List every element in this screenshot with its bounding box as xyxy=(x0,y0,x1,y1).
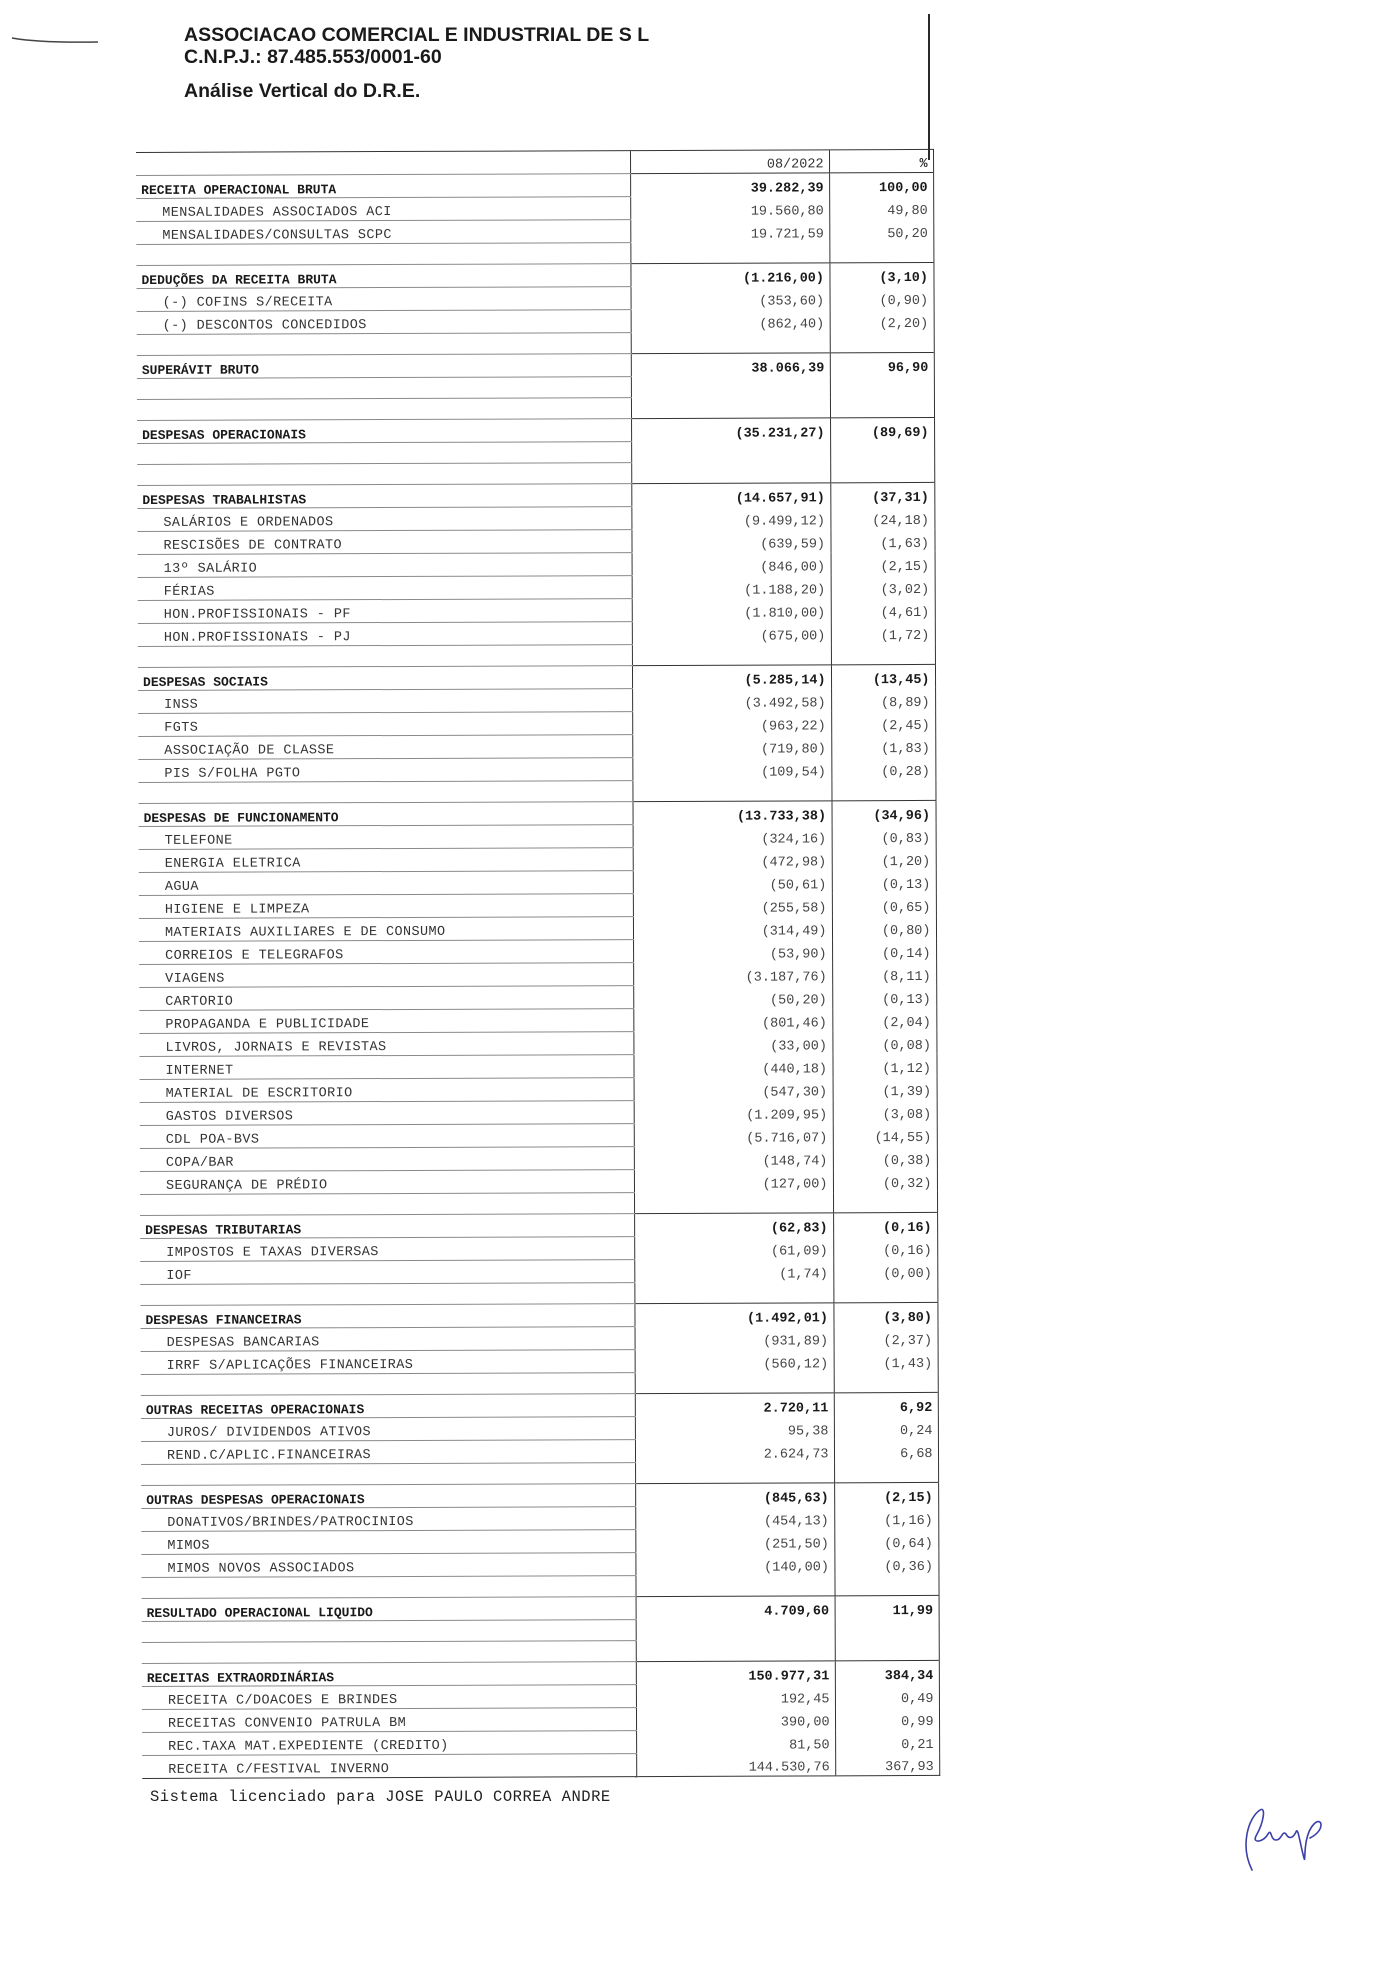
spacer-cell xyxy=(834,1461,938,1482)
spacer-cell xyxy=(142,1620,636,1643)
spacer-cell xyxy=(830,461,934,482)
row-value: (14.657,91) xyxy=(631,483,830,507)
line-item-row xyxy=(141,1415,938,1441)
row-percent: (24,18) xyxy=(830,505,934,528)
row-value: (13.733,38) xyxy=(632,801,831,825)
spacer-row xyxy=(138,643,935,667)
row-value: (454,13) xyxy=(635,1506,834,1530)
row-percent: (0,14) xyxy=(832,938,936,961)
row-value: (845,63) xyxy=(635,1483,834,1507)
row-value: (1.188,20) xyxy=(632,575,831,599)
row-label: MIMOS xyxy=(141,1530,635,1555)
row-percent: (1,16) xyxy=(834,1505,938,1528)
row-value: (862,40) xyxy=(631,309,830,333)
row-percent: (34,96) xyxy=(831,800,935,823)
row-percent: (0,90) xyxy=(830,285,934,308)
line-item-row xyxy=(137,285,934,311)
section-total-row xyxy=(142,1660,939,1686)
row-label: MENSALIDADES ASSOCIADOS ACI xyxy=(136,197,630,222)
row-label: FÉRIAS xyxy=(138,576,632,601)
row-label: RECEITAS CONVENIO PATRULA BM xyxy=(142,1708,636,1733)
page-edge-line xyxy=(928,14,930,160)
row-percent: (0,64) xyxy=(834,1528,938,1551)
spacer-cell xyxy=(142,1641,636,1664)
spacer-cell xyxy=(137,398,631,421)
row-percent: (0,83) xyxy=(832,823,936,846)
spacer-cell xyxy=(632,644,831,666)
line-item-row xyxy=(136,195,933,221)
spacer-cell xyxy=(137,442,631,465)
row-value: (963,22) xyxy=(632,711,831,735)
line-item-row xyxy=(139,1030,936,1056)
row-percent: 367,93 xyxy=(835,1752,939,1775)
spacer-cell xyxy=(634,1192,833,1214)
row-percent: (1,83) xyxy=(831,733,935,756)
row-label: MENSALIDADES/CONSULTAS SCPC xyxy=(136,220,630,245)
row-value: 2.720,11 xyxy=(635,1393,834,1417)
line-item-row xyxy=(140,1145,937,1171)
row-percent: (4,61) xyxy=(831,597,935,620)
spacer-cell xyxy=(631,462,830,484)
row-value: 2.624,73 xyxy=(635,1439,834,1463)
spacer-cell xyxy=(631,332,830,354)
row-label: RECEITA OPERACIONAL BRUTA xyxy=(136,174,630,199)
line-item-row xyxy=(138,687,935,713)
row-value: (472,98) xyxy=(633,847,832,871)
spacer-cell xyxy=(630,242,829,264)
row-percent: 100,00 xyxy=(829,172,933,195)
scan-corner-mark xyxy=(10,34,102,46)
spacer-cell xyxy=(141,1373,635,1396)
spacer-cell xyxy=(136,243,630,266)
row-label: OUTRAS RECEITAS OPERACIONAIS xyxy=(141,1394,635,1419)
row-percent: (3,02) xyxy=(831,574,935,597)
row-percent: (2,15) xyxy=(834,1482,938,1505)
line-item-row xyxy=(137,308,934,334)
row-value: 19.560,80 xyxy=(630,196,829,220)
row-label: OUTRAS DESPESAS OPERACIONAIS xyxy=(141,1484,635,1509)
row-label: ENERGIA ELETRICA xyxy=(139,848,633,873)
row-percent: 384,34 xyxy=(835,1660,939,1683)
row-label: LIVROS, JORNAIS E REVISTAS xyxy=(139,1032,633,1057)
spacer-cell xyxy=(830,375,934,396)
row-value: (560,12) xyxy=(635,1349,834,1373)
row-value: (353,60) xyxy=(631,286,830,310)
spacer-cell xyxy=(138,645,632,668)
row-percent: (2,37) xyxy=(834,1325,938,1348)
row-label: PROPAGANDA E PUBLICIDADE xyxy=(139,1009,633,1034)
row-value: (109,54) xyxy=(632,757,831,781)
row-value: (931,89) xyxy=(635,1326,834,1350)
row-percent: (3,80) xyxy=(833,1302,937,1325)
dre-table xyxy=(136,149,940,1779)
row-percent: (0,13) xyxy=(832,869,936,892)
line-item-row xyxy=(141,1551,938,1577)
row-label: FGTS xyxy=(138,712,632,737)
row-label: CARTORIO xyxy=(139,986,633,1011)
spacer-cell xyxy=(138,781,632,804)
spacer-cell xyxy=(833,1281,937,1302)
spacer-cell xyxy=(141,1576,635,1599)
line-item-row xyxy=(139,1053,936,1079)
line-item-row xyxy=(138,597,935,623)
row-label: INSS xyxy=(138,689,632,714)
section-total-row xyxy=(141,1482,938,1508)
row-label: MATERIAL DE ESCRITORIO xyxy=(140,1078,634,1103)
row-label: INTERNET xyxy=(139,1055,633,1080)
spacer-row xyxy=(137,440,934,464)
row-percent: (0,08) xyxy=(832,1030,936,1053)
row-percent: 0,49 xyxy=(835,1683,939,1706)
row-percent: (2,20) xyxy=(830,308,934,331)
row-value: (324,16) xyxy=(633,824,832,848)
row-percent: (8,11) xyxy=(832,961,936,984)
dre-table-body xyxy=(136,149,939,1778)
row-percent: (0,80) xyxy=(832,915,936,938)
row-value: (440,18) xyxy=(633,1054,832,1078)
spacer-cell xyxy=(141,1463,635,1486)
spacer-cell xyxy=(635,1372,834,1394)
row-value: 150.977,31 xyxy=(636,1661,835,1685)
section-total-row xyxy=(136,262,933,288)
row-label: MATERIAIS AUXILIARES E DE CONSUMO xyxy=(139,917,633,942)
row-value: 81,50 xyxy=(636,1730,835,1754)
row-percent: (13,45) xyxy=(831,664,935,687)
row-label: PIS S/FOLHA PGTO xyxy=(138,758,632,783)
spacer-row xyxy=(137,331,934,355)
row-value: (127,00) xyxy=(634,1169,833,1193)
row-value: (5.716,07) xyxy=(634,1123,833,1147)
row-percent: 0,24 xyxy=(834,1415,938,1438)
line-item-row xyxy=(141,1325,938,1351)
row-label: DESPESAS DE FUNCIONAMENTO xyxy=(139,802,633,827)
line-item-row xyxy=(136,218,933,244)
line-item-row xyxy=(142,1683,939,1709)
line-item-row xyxy=(138,733,935,759)
row-percent: (37,31) xyxy=(830,482,934,505)
line-item-row xyxy=(140,1235,937,1261)
spacer-row xyxy=(142,1618,939,1642)
row-percent: 96,90 xyxy=(830,352,934,375)
row-label: REC.TAXA MAT.EXPEDIENTE (CREDITO) xyxy=(142,1731,636,1756)
row-label: CORREIOS E TELEGRAFOS xyxy=(139,940,633,965)
row-value: (9.499,12) xyxy=(631,506,830,530)
row-percent: 11,99 xyxy=(835,1595,939,1618)
row-label: IRRF S/APLICAÇÕES FINANCEIRAS xyxy=(141,1350,635,1375)
spacer-cell xyxy=(830,440,934,461)
row-label: IMPOSTOS E TAXAS DIVERSAS xyxy=(140,1237,634,1262)
spacer-cell xyxy=(631,441,830,463)
line-item-row xyxy=(142,1752,939,1778)
row-percent: (0,36) xyxy=(834,1551,938,1574)
section-total-row xyxy=(142,1595,939,1621)
spacer-row xyxy=(138,779,935,803)
spacer-cell xyxy=(835,1639,939,1660)
spacer-cell xyxy=(829,241,933,262)
row-percent: (8,89) xyxy=(831,687,935,710)
table-header-row xyxy=(136,149,933,175)
row-value: (3.187,76) xyxy=(633,962,832,986)
row-value: (1,74) xyxy=(634,1259,833,1283)
spacer-cell xyxy=(635,1575,834,1597)
row-value: (846,00) xyxy=(632,552,831,576)
report-title: Análise Vertical do D.R.E. xyxy=(184,80,421,102)
row-percent: (0,00) xyxy=(833,1258,937,1281)
company-cnpj: C.N.P.J.: 87.485.553/0001-60 xyxy=(184,46,442,68)
section-total-row xyxy=(140,1302,937,1328)
spacer-cell xyxy=(140,1283,634,1306)
row-label: VIAGENS xyxy=(139,963,633,988)
row-label: RECEITA C/FESTIVAL INVERNO xyxy=(142,1754,636,1779)
row-percent: (1,39) xyxy=(833,1076,937,1099)
row-value: (1.810,00) xyxy=(632,598,831,622)
line-item-row xyxy=(139,823,936,849)
row-label: DESPESAS SOCIAIS xyxy=(138,666,632,691)
row-label: DESPESAS BANCARIAS xyxy=(141,1327,635,1352)
spacer-row xyxy=(137,375,934,399)
spacer-row xyxy=(136,241,933,265)
section-total-row xyxy=(140,1212,937,1238)
row-percent: (89,69) xyxy=(830,417,934,440)
spacer-cell xyxy=(831,779,935,800)
line-item-row xyxy=(138,710,935,736)
percent-header: % xyxy=(829,149,933,172)
row-percent: (1,63) xyxy=(830,528,934,551)
row-percent: (1,43) xyxy=(834,1348,938,1371)
row-value: 19.721,59 xyxy=(630,219,829,243)
spacer-cell xyxy=(137,377,631,400)
row-label: 13º SALÁRIO xyxy=(138,553,632,578)
spacer-cell xyxy=(834,1371,938,1392)
line-item-row xyxy=(139,984,936,1010)
line-item-row xyxy=(139,869,936,895)
row-value: (50,20) xyxy=(633,985,832,1009)
row-label: DEDUÇÕES DA RECEITA BRUTA xyxy=(136,264,630,289)
row-percent: (3,08) xyxy=(833,1099,937,1122)
row-value: (675,00) xyxy=(632,621,831,645)
row-label: MIMOS NOVOS ASSOCIADOS xyxy=(141,1553,635,1578)
spacer-row xyxy=(140,1281,937,1305)
row-label: COPA/BAR xyxy=(140,1147,634,1172)
row-percent: (1,72) xyxy=(831,620,935,643)
row-label: DESPESAS TRABALHISTAS xyxy=(137,484,631,509)
period-header: 08/2022 xyxy=(630,150,829,174)
signature-icon xyxy=(1230,1796,1330,1880)
line-item-row xyxy=(138,620,935,646)
row-percent: (0,32) xyxy=(833,1168,937,1191)
license-footer: Sistema licenciado para JOSE PAULO CORREA ANDRE xyxy=(150,1788,611,1806)
row-label: AGUA xyxy=(139,871,633,896)
row-value: (1.216,00) xyxy=(630,263,829,287)
row-value: 95,38 xyxy=(635,1416,834,1440)
spacer-cell xyxy=(636,1619,835,1641)
line-item-row xyxy=(141,1438,938,1464)
spacer-cell xyxy=(830,331,934,352)
row-value: (314,49) xyxy=(633,916,832,940)
row-percent: 6,68 xyxy=(834,1438,938,1461)
row-percent: (0,38) xyxy=(833,1145,937,1168)
row-percent: (0,16) xyxy=(833,1212,937,1235)
row-value: (33,00) xyxy=(633,1031,832,1055)
spacer-cell xyxy=(835,1618,939,1639)
row-label: SUPERÁVIT BRUTO xyxy=(137,354,631,379)
row-percent: (14,55) xyxy=(833,1122,937,1145)
row-value: (251,50) xyxy=(635,1529,834,1553)
row-label: JUROS/ DIVIDENDOS ATIVOS xyxy=(141,1417,635,1442)
row-value: (35.231,27) xyxy=(631,418,830,442)
row-percent: 6,92 xyxy=(834,1392,938,1415)
row-percent: (3,10) xyxy=(829,262,933,285)
section-total-row xyxy=(138,664,935,690)
row-value: (639,59) xyxy=(631,529,830,553)
row-percent: (1,20) xyxy=(832,846,936,869)
row-label: SEGURANÇA DE PRÉDIO xyxy=(140,1170,634,1195)
row-value: (62,83) xyxy=(634,1213,833,1237)
section-total-row xyxy=(137,482,934,508)
report-header xyxy=(184,24,649,103)
spacer-cell xyxy=(140,1193,634,1216)
spacer-row xyxy=(141,1371,938,1395)
spacer-cell xyxy=(137,333,631,356)
company-name: ASSOCIACAO COMERCIAL E INDUSTRIAL DE S L xyxy=(184,24,650,46)
row-label: GASTOS DIVERSOS xyxy=(140,1101,634,1126)
row-percent: (2,15) xyxy=(831,551,935,574)
line-item-row xyxy=(139,915,936,941)
row-percent: 0,99 xyxy=(835,1706,939,1729)
row-value: (3.492,58) xyxy=(632,688,831,712)
row-percent: (2,45) xyxy=(831,710,935,733)
line-item-row xyxy=(139,1007,936,1033)
row-value: 39.282,39 xyxy=(630,173,829,197)
spacer-cell xyxy=(833,1191,937,1212)
row-percent: 49,80 xyxy=(829,195,933,218)
line-item-row xyxy=(141,1348,938,1374)
row-value: (140,00) xyxy=(635,1552,834,1576)
row-value: (50,61) xyxy=(633,870,832,894)
spacer-cell xyxy=(631,376,830,398)
row-value: (148,74) xyxy=(634,1146,833,1170)
line-item-row xyxy=(138,551,935,577)
row-percent: 0,21 xyxy=(835,1729,939,1752)
row-label: SALÁRIOS E ORDENADOS xyxy=(137,507,631,532)
line-item-row xyxy=(138,756,935,782)
row-label: RESULTADO OPERACIONAL LIQUIDO xyxy=(142,1597,636,1622)
row-label: RECEITA C/DOACOES E BRINDES xyxy=(142,1685,636,1710)
row-value: (801,46) xyxy=(633,1008,832,1032)
spacer-cell xyxy=(636,1640,835,1662)
line-item-row xyxy=(139,961,936,987)
row-label: (-) COFINS S/RECEITA xyxy=(137,287,631,312)
row-label: HON.PROFISSIONAIS - PJ xyxy=(138,622,632,647)
line-item-row xyxy=(138,574,935,600)
row-label: IOF xyxy=(140,1260,634,1285)
section-total-row xyxy=(136,172,933,198)
row-label: DESPESAS FINANCEIRAS xyxy=(140,1304,634,1329)
row-label: ASSOCIAÇÃO DE CLASSE xyxy=(138,735,632,760)
section-total-row xyxy=(137,352,934,378)
line-item-row xyxy=(141,1528,938,1554)
section-total-row xyxy=(139,800,936,826)
row-value: 192,45 xyxy=(636,1684,835,1708)
line-item-row xyxy=(137,505,934,531)
row-value: (547,30) xyxy=(634,1077,833,1101)
header-label-cell xyxy=(136,151,630,176)
row-value: 38.066,39 xyxy=(631,353,830,377)
row-value: (1.492,01) xyxy=(634,1303,833,1327)
spacer-cell xyxy=(631,397,830,419)
spacer-cell xyxy=(831,643,935,664)
row-label: (-) DESCONTOS CONCEDIDOS xyxy=(137,310,631,335)
row-value: (61,09) xyxy=(634,1236,833,1260)
row-label: CDL POA-BVS xyxy=(140,1124,634,1149)
spacer-cell xyxy=(634,1282,833,1304)
row-label: RECEITAS EXTRAORDINÁRIAS xyxy=(142,1662,636,1687)
spacer-cell xyxy=(830,396,934,417)
row-value: (719,80) xyxy=(632,734,831,758)
row-percent: 50,20 xyxy=(829,218,933,241)
row-label: HON.PROFISSIONAIS - PF xyxy=(138,599,632,624)
row-value: (5.285,14) xyxy=(632,665,831,689)
line-item-row xyxy=(140,1099,937,1125)
line-item-row xyxy=(141,1505,938,1531)
line-item-row xyxy=(139,846,936,872)
row-label: REND.C/APLIC.FINANCEIRAS xyxy=(141,1440,635,1465)
line-item-row xyxy=(139,892,936,918)
row-value: 4.709,60 xyxy=(636,1596,835,1620)
row-label: DONATIVOS/BRINDES/PATROCINIOS xyxy=(141,1507,635,1532)
line-item-row xyxy=(140,1168,937,1194)
section-total-row xyxy=(141,1392,938,1418)
row-label: TELEFONE xyxy=(139,825,633,850)
line-item-row xyxy=(140,1076,937,1102)
spacer-row xyxy=(142,1639,939,1663)
row-label: DESPESAS TRIBUTARIAS xyxy=(140,1214,634,1239)
spacer-cell xyxy=(137,463,631,486)
row-value: 144.530,76 xyxy=(636,1753,835,1777)
line-item-row xyxy=(137,528,934,554)
row-value: (255,58) xyxy=(633,893,832,917)
row-value: (53,90) xyxy=(633,939,832,963)
spacer-cell xyxy=(834,1574,938,1595)
row-value: (1.209,95) xyxy=(634,1100,833,1124)
spacer-cell xyxy=(632,780,831,802)
spacer-row xyxy=(140,1191,937,1215)
row-percent: (2,04) xyxy=(832,1007,936,1030)
section-total-row xyxy=(137,417,934,443)
row-value: 390,00 xyxy=(636,1707,835,1731)
line-item-row xyxy=(142,1706,939,1732)
spacer-cell xyxy=(635,1462,834,1484)
line-item-row xyxy=(142,1729,939,1755)
line-item-row xyxy=(140,1258,937,1284)
row-label: DESPESAS OPERACIONAIS xyxy=(137,419,631,444)
spacer-row xyxy=(137,396,934,420)
row-label: HIGIENE E LIMPEZA xyxy=(139,894,633,919)
spacer-row xyxy=(137,461,934,485)
spacer-row xyxy=(141,1461,938,1485)
row-label: RESCISÕES DE CONTRATO xyxy=(137,530,631,555)
row-percent: (0,16) xyxy=(833,1235,937,1258)
row-percent: (0,28) xyxy=(831,756,935,779)
row-percent: (0,65) xyxy=(832,892,936,915)
line-item-row xyxy=(139,938,936,964)
spacer-row xyxy=(141,1574,938,1598)
row-percent: (0,13) xyxy=(832,984,936,1007)
row-percent: (1,12) xyxy=(832,1053,936,1076)
line-item-row xyxy=(140,1122,937,1148)
